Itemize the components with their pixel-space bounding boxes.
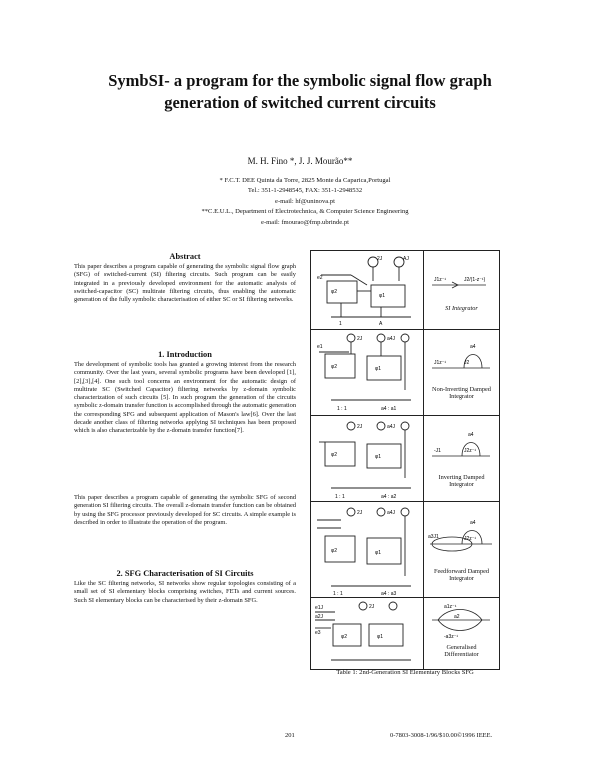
section-2-heading: 2. SFG Characterisation of SI Circuits — [116, 569, 254, 578]
svg-text:J2: J2 — [464, 360, 470, 366]
svg-text:a2J: a2J — [315, 614, 324, 620]
svg-text:φ1: φ1 — [379, 293, 386, 299]
svg-text:a4 : a3: a4 : a3 — [381, 591, 397, 597]
intro-heading: 1. Introduction — [158, 350, 212, 359]
affiliation-line: e-mail: hf@uninova.pt — [275, 197, 335, 205]
sfg-diagram — [424, 502, 499, 598]
svg-text:a4J: a4J — [387, 336, 396, 342]
svg-text:φ1: φ1 — [375, 454, 382, 460]
svg-text:e1J: e1J — [315, 605, 324, 611]
sfg-diagram — [424, 251, 499, 329]
svg-text:φ2: φ2 — [331, 289, 338, 295]
svg-text:a4: a4 — [470, 344, 476, 350]
svg-text:a4J: a4J — [387, 424, 396, 430]
circuit-schematic — [311, 330, 424, 416]
svg-text:φ2: φ2 — [331, 364, 338, 370]
svg-text:A: A — [379, 321, 383, 327]
table-row-generalised-differentiator — [311, 597, 499, 670]
svg-text:φ2: φ2 — [331, 452, 338, 458]
figure-caption: Non-Inverting Damped Integrator — [432, 386, 491, 401]
section-2-paragraph-1: Like the SC filtering networks, SI networks show regular topologies consisting of a small set of SI elementary blocks comprising switches, FETs and current sources. Such SI elementary blocks can be characterised by their z-domain SFG. — [74, 580, 296, 604]
svg-text:e1: e1 — [317, 344, 323, 350]
svg-text:J1z⁻¹: J1z⁻¹ — [434, 360, 447, 366]
svg-text:J1z⁻¹: J1z⁻¹ — [434, 277, 447, 283]
elementary-blocks-table — [310, 250, 500, 670]
table-row-non-inverting-damped-integrator — [311, 329, 499, 416]
svg-text:2J: 2J — [369, 604, 375, 610]
copyright-isbn: 0-7803-3008-1/96/$10.00©1996 IEEE. — [390, 732, 493, 739]
intro-paragraph-2: This paper describes a program capable of generating the symbolic SFG of second generation SI filtering circuits. The overall z-domain transfer function can be obtained by using the SFG processor previously developed for SC circuits. A simple example is described in order to illustrate the operation of the program. — [74, 494, 296, 526]
svg-text:e2: e2 — [317, 275, 323, 281]
affiliations — [150, 176, 460, 228]
circuit-schematic — [311, 416, 424, 502]
svg-text:1: 1 — [339, 321, 342, 327]
table-row-feedforward-damped-integrator — [311, 501, 499, 598]
svg-text:1 : 1: 1 : 1 — [335, 494, 345, 500]
svg-text:AJ: AJ — [403, 256, 409, 262]
title-line-2: generation of switched current circuits — [164, 93, 436, 112]
sfg-diagram — [424, 598, 499, 670]
svg-text:φ2: φ2 — [341, 634, 348, 640]
figure-caption: Feedforward Damped Integrator — [433, 568, 490, 583]
table-caption: Table 1: 2nd-Generation SI Elementary Blocks SFG — [336, 669, 474, 676]
svg-text:2J: 2J — [357, 336, 363, 342]
svg-text:1 : 1: 1 : 1 — [333, 591, 343, 597]
svg-text:-J1: -J1 — [434, 448, 441, 454]
table-row-inverting-damped-integrator — [311, 415, 499, 502]
svg-text:a2: a2 — [454, 614, 460, 620]
svg-text:φ1: φ1 — [377, 634, 384, 640]
sfg-diagram — [424, 416, 499, 502]
svg-text:-a3z⁻¹: -a3z⁻¹ — [444, 634, 459, 640]
circuit-schematic — [311, 598, 424, 670]
circuit-schematic — [311, 502, 424, 598]
affiliation-line: * F.C.T. DEE Quinta da Torre, 2825 Monte da Caparica,Portugal — [219, 177, 391, 184]
intro-paragraph-1: The development of symbolic tools has granted a growing interest from the research community. Over the last years, several symbolic programs have been developed [1],[2],[3],[4]. One such tool concerns an environment for the automatic design of multirate SC (Switched Capacitor) filtering networks by z-domain symbolic characterization of such circuits [5]. In such program the generation of the circuits symbolic z-domain transfer function is accomplished through the automatic generation the corresponding SFG and subsequent application of Mason's law[6]. Over the last decade another class of filtering networks applying SI techniques has been proposed which is also characterizable by the z-domain transfer function[7]. — [74, 361, 297, 435]
page-number: 201 — [285, 732, 295, 739]
sfg-diagram — [424, 330, 499, 416]
paper-title — [40, 70, 560, 114]
svg-text:φ1: φ1 — [375, 366, 382, 372]
title-line-1: SymbSI- a program for the symbolic signal flow graph — [108, 71, 492, 90]
svg-text:a4 : a1: a4 : a1 — [381, 406, 397, 412]
svg-text:J2z⁻¹: J2z⁻¹ — [464, 448, 477, 454]
affiliation-line: Tel.: 351-1-2948545, FAX: 351-1-2948532 — [247, 187, 363, 195]
figure-caption: SI Integrator — [445, 305, 478, 312]
abstract-heading: Abstract — [169, 252, 201, 261]
svg-text:a4: a4 — [468, 432, 474, 438]
svg-text:φ2: φ2 — [331, 548, 338, 554]
svg-text:a1z⁻¹: a1z⁻¹ — [444, 604, 457, 610]
svg-text:a4 : a2: a4 : a2 — [381, 494, 397, 500]
svg-text:2J: 2J — [357, 424, 363, 430]
abstract-text: This paper describes a program capable of generating the symbolic signal flow graph (SFG) of switched-current (SI) filtering circuits. Such program can be easily integrated in a previously developed environment for the automatic analysis of switched-capacitor (SC) multirate filtering circuits, thus enabling the automatic generation of the fully symbolic characterisation of either SC or SI filtering networks. — [74, 263, 296, 304]
svg-text:a4: a4 — [470, 520, 476, 526]
svg-text:a4J: a4J — [387, 510, 396, 516]
table-row-si-integrator — [311, 251, 499, 329]
svg-text:J2/(1-z⁻¹): J2/(1-z⁻¹) — [464, 277, 486, 283]
circuit-schematic — [311, 251, 424, 329]
affiliation-line: **C.E.U.L., Department of Electrotechnica, & Computer Science Engineering — [201, 208, 409, 216]
svg-text:2J: 2J — [357, 510, 363, 516]
svg-text:2J: 2J — [377, 256, 383, 262]
svg-text:J2z⁻¹: J2z⁻¹ — [464, 536, 477, 542]
figure-caption: Inverting Damped Integrator — [438, 474, 485, 489]
figure-caption: Generalised Differentiator — [444, 644, 479, 659]
svg-text:a3J1: a3J1 — [428, 534, 439, 540]
authors: M. H. Fino *, J. J. Mourão** — [247, 156, 353, 166]
svg-text:1 : 1: 1 : 1 — [337, 406, 347, 412]
svg-text:φ1: φ1 — [375, 550, 382, 556]
affiliation-line: e-mail: fmourao@fmp.ubrinde.pt — [261, 218, 349, 226]
svg-text:e3: e3 — [315, 630, 321, 636]
